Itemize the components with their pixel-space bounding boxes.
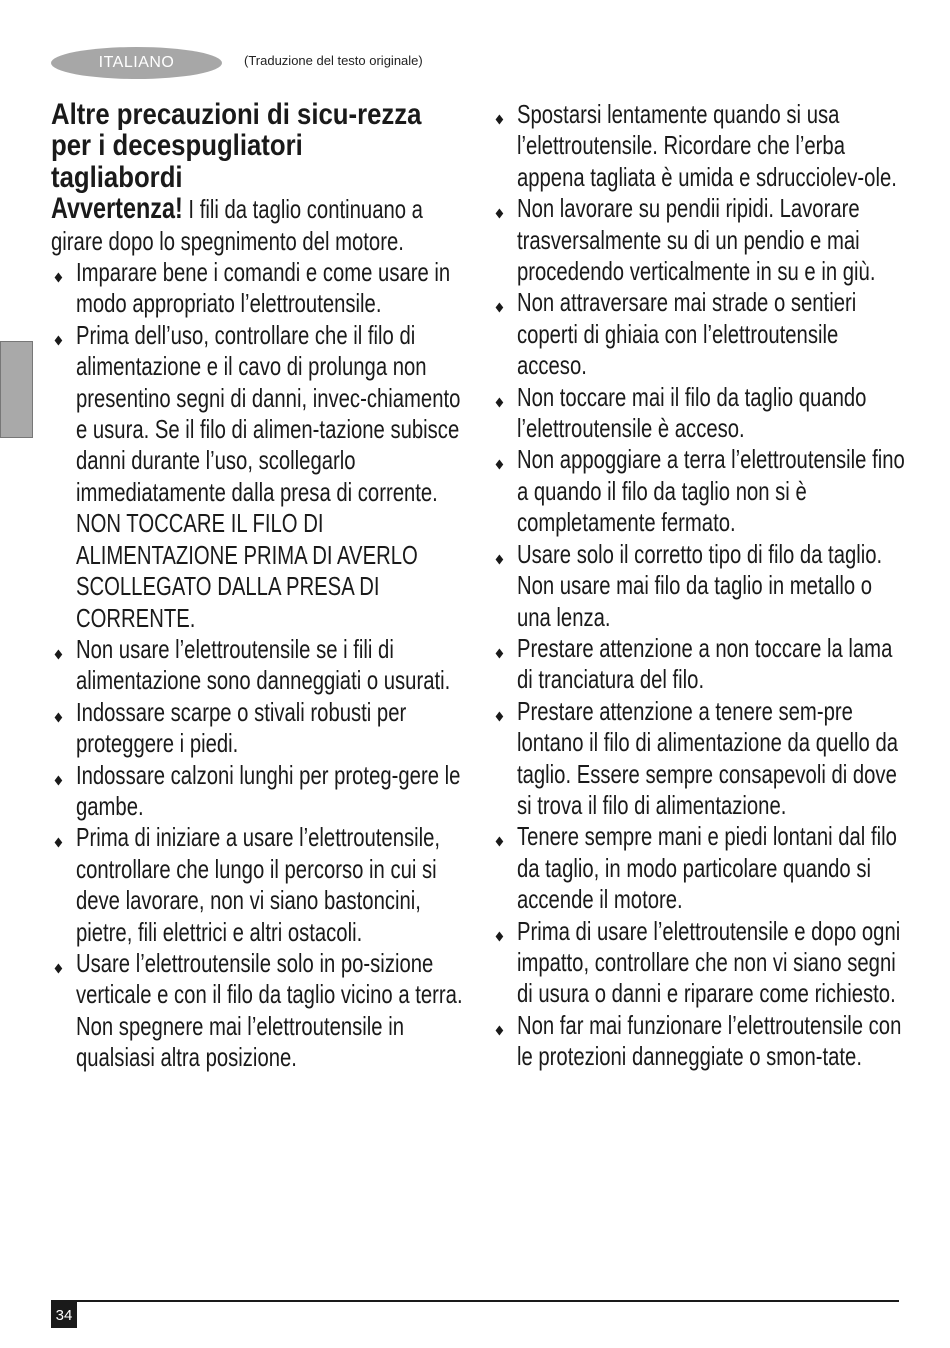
diamond-bullet-icon [55,335,63,345]
list-item [492,539,905,633]
list-item [492,633,905,696]
list-item-text: Usare l’elettroutensile solo in po-sizione verticale e con il filo da taglio vicino a terra. Non spegnere mai l’elettroutensile in qualsiasi altra posizione. [75,947,463,1073]
list-item-text: Prestare attenzione a non toccare la lama di tranciatura del filo. [516,632,893,695]
page-number: 34 [51,1302,77,1328]
footer-rule [51,1300,899,1302]
list-item-text: Prima di usare l’elettroutensile e dopo ogni impatto, controllare che non vi siano segni di usura o danni e riparare come richiesto. [516,915,901,1009]
list-item-text: Non attraversare mai strade o sentieri coperti di ghiaia con l’elettroutensile acceso. [516,287,857,381]
side-tab-marker [0,341,33,438]
list-item [51,822,464,948]
list-item [51,257,464,320]
translation-note: (Traduzione del testo originale) [244,53,423,68]
diamond-bullet-icon [496,397,504,407]
left-bullet-list [51,257,464,1074]
warning-text: I fili da taglio continuano a girare dopo lo spegnimento del motore. [51,194,423,256]
language-badge: ITALIANO [51,47,222,79]
list-item-text: Non usare l’elettroutensile se i fili di alimentazione sono danneggiati o usurati. [75,633,451,696]
right-bullet-list [492,99,905,1073]
warning-paragraph [51,193,464,257]
list-item [492,444,905,538]
diamond-bullet-icon [55,964,63,974]
list-item [51,320,464,634]
list-item-text: Non far mai funzionare l’elettroutensile con le protezioni danneggiate o smon-tate. [516,1009,902,1072]
list-item-text: Prima dell’uso, controllare che il filo di alimentazione e il cavo di prolunga non presentino segni di danni, invec-chiamento e usura. Se il filo di alimen-tazione subisce danni durante l’uso, scollegarlo immediatamente dalla presa di corrente. NON TOCCARE IL FILO DI ALIMENTAZIONE PRIMA DI AVERLO SCOLLEGATO DALLA PRESA DI CORRENTE. [75,319,461,633]
diamond-bullet-icon [55,649,63,659]
diamond-bullet-icon [496,648,504,658]
list-item-text: Non lavorare su pendii ripidi. Lavorare trasversalmente su di un pendio e mai procedendo verticalmente in su e in giù. [516,193,876,287]
list-item [492,99,905,193]
list-item [492,1010,905,1073]
list-item [51,948,464,1074]
list-item-text: Indossare scarpe o stivali robusti per proteggere i piedi. [75,696,407,759]
diamond-bullet-icon [55,838,63,848]
diamond-bullet-icon [496,554,504,564]
right-column [492,99,905,1073]
diamond-bullet-icon [496,303,504,313]
list-item [492,382,905,445]
diamond-bullet-icon [496,1025,504,1035]
list-item-text: Tenere sempre mani e piedi lontani dal filo da taglio, in modo particolare quando si accende il motore. [516,821,897,915]
list-item-text: Non toccare mai il filo da taglio quando l’elettroutensile è acceso. [516,381,867,444]
diamond-bullet-icon [55,273,63,283]
section-title: Altre precauzioni di sicu-rezza per i decespugliatori tagliabordi [51,98,422,194]
list-item [492,287,905,381]
list-item-text: Spostarsi lentamente quando si usa l’elettroutensile. Ricordare che l’erba appena tagliata è umida e sdrucciolev-ole. [516,99,897,192]
diamond-bullet-icon [55,775,63,785]
diamond-bullet-icon [55,712,63,722]
list-item [492,696,905,822]
list-item [51,760,464,823]
diamond-bullet-icon [496,209,504,219]
list-item [51,697,464,760]
diamond-bullet-icon [496,115,504,125]
warning-label: Avvertenza! [51,192,183,226]
list-item [492,916,905,1010]
list-item [492,193,905,287]
list-item [51,634,464,697]
diamond-bullet-icon [496,711,504,721]
diamond-bullet-icon [496,460,504,470]
list-item [492,821,905,915]
list-item-text: Non appoggiare a terra l’elettroutensile fino a quando il filo da taglio non si è completamente fermato. [516,444,905,538]
list-item-text: Indossare calzoni lunghi per proteg-gere le gambe. [75,759,461,821]
list-item-text: Prestare attenzione a tenere sem-pre lontano il filo di alimentazione da quello da taglio. Essere sempre consapevoli di dove si trova il filo di alimentazione. [516,695,899,820]
diamond-bullet-icon [496,837,504,847]
diamond-bullet-icon [496,931,504,941]
left-column [51,99,464,1074]
list-item-text: Usare solo il corretto tipo di filo da taglio. Non usare mai filo da taglio in metallo o una lenza. [516,538,883,632]
list-item-text: Prima di iniziare a usare l’elettroutensile, controllare che lungo il percorso in cui si deve lavorare, non vi siano bastoncini, pietre, fili elettrici e altri ostacoli. [75,822,441,947]
list-item-text: Imparare bene i comandi e come usare in modo appropriato l’elettroutensile. [75,257,451,319]
